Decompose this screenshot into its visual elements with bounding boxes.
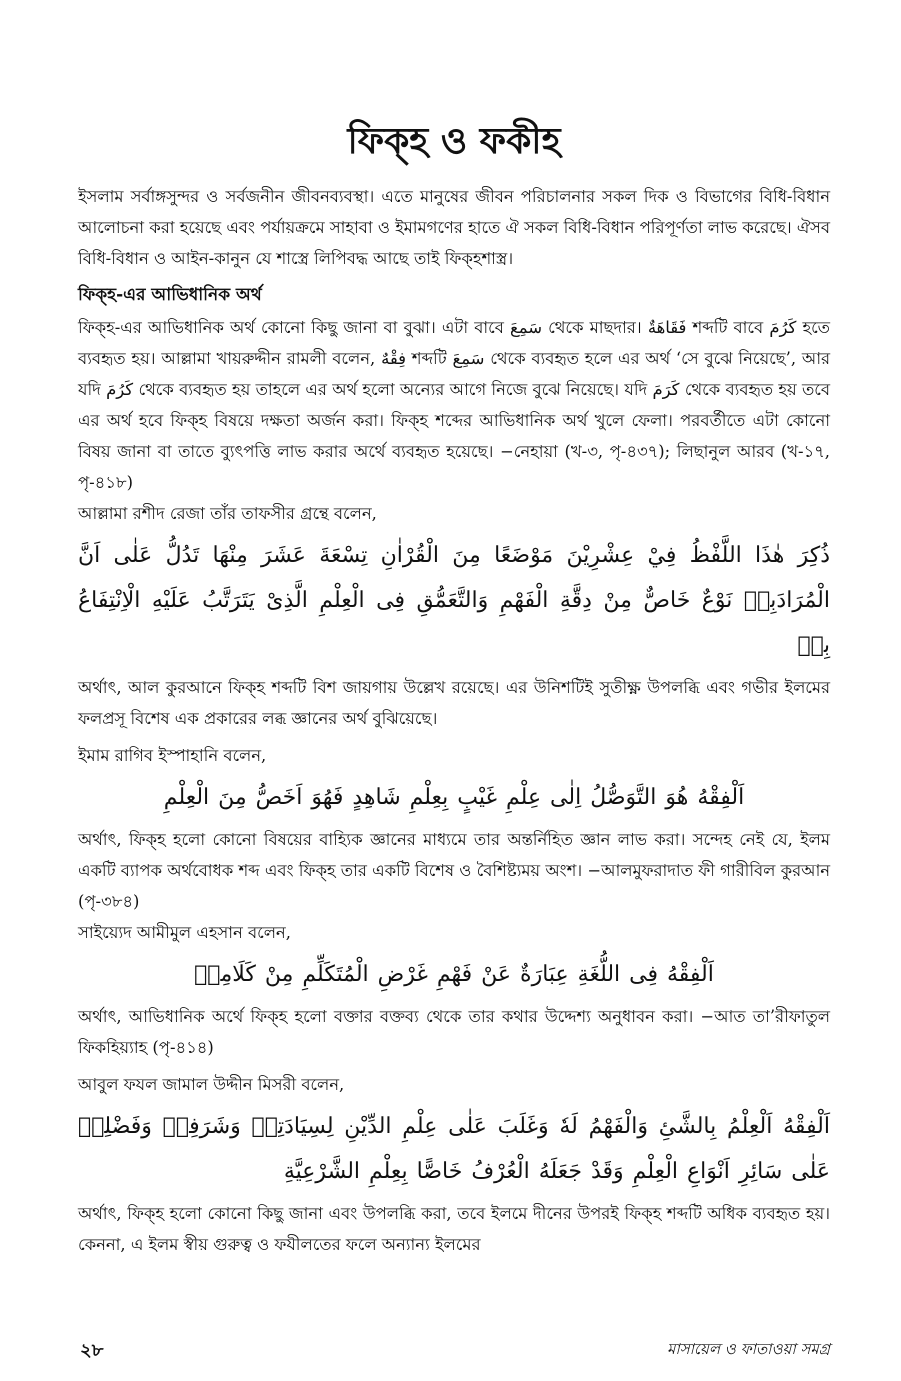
page-content	[78, 120, 830, 1260]
arabic-quote-4: اَلْفِقْهُ اَلْعِلْمُ بِالشَّئِ وَالْفَهْمُ لَهٗ وَغَلَبَ عَلٰى عِلْمِ الدِّيْنِ لِسِيَادَتِهٖ وَشَرَفِهٖ وَفَضْلِهٖ عَلٰى سَائِرِ اَنْوَاعِ الْعِلْمِ وَقَدْ جَعَلَهُ الْعُرْفُ خَاصًّا بِعِلْمِ الشَّرْعِيَّةِ	[78, 1114, 830, 1185]
arabic-quote-3: اَلْفِقْهُ فِى اللُّغَةِ عِبَارَةٌ عَنْ فَهْمِ غَرْضِ الْمُتَكَلِّمِ مِنْ كَلَامِهٖ	[194, 962, 714, 988]
quote-intro-ragib: ইমাম রাগিব ইস্পাহানি বলেন,	[78, 746, 267, 766]
translation-1: অর্থাৎ, আল কুরআনে ফিক্‌হ শব্দটি বিশ জায়গায় উল্লেখ রয়েছে। এর উনিশটিই সুতীক্ষ্ণ উপলব্ধি এবং গভীর ইলমের ফলপ্রসূ বিশেষ এক প্রকারের লব্ধ জ্ঞানের অর্থ বুঝিয়েছে।	[78, 678, 830, 729]
book-title: মাসায়েল ও ফাতাওয়া সমগ্র	[667, 1340, 830, 1358]
page-title: ফিক্‌হ ও ফকীহ	[347, 120, 561, 162]
intro-paragraph: ইসলাম সর্বাঙ্গসুন্দর ও সর্বজনীন জীবনব্যবস্থা। এতে মানুষের জীবন পরিচালনার সকল দিক ও বিভাগের বিধি-বিধান আলোচনা করা হয়েছে এবং পর্যায়ক্রমে সাহাবা ও ইমামগণের হাতে ঐ সকল বিধি-বিধান পরিপূর্ণতা লাভ করেছে। ঐসব বিধি-বিধান ও আইন-কানুন যে শাস্ত্রে লিপিবদ্ধ আছে তাই ফিক্‌হশাস্ত্র।	[78, 187, 830, 269]
page-number: ২৮	[80, 1340, 104, 1361]
quote-intro-amimul-ehsan: সাইয়্যেদ আমীমুল এহসান বলেন,	[78, 923, 291, 943]
page-footer	[78, 1336, 830, 1362]
lexical-meaning-paragraph: ফিক্‌হ-এর আভিধানিক অর্থ কোনো কিছু জানা বা বুঝা। এটা বাবে سَمِعَ থেকে মাছদার। فَقَاهَةٌ শব্দটি বাবে كَرُمَ হতে ব্যবহৃত হয়। আল্লামা খায়রুদ্দীন রামলী বলেন, فِقْهٌ শব্দটি سَمِعَ থেকে ব্যবহৃত হলে এর অর্থ ‘সে বুঝে নিয়েছে’, আর যদি كَرُمَ থেকে ব্যবহৃত হয় তাহলে এর অর্থ হলো অন্যের আগে নিজে বুঝে নিয়েছে। যদি كَرَمَ থেকে ব্যবহৃত হয় তবে এর অর্থ হবে ফিক্‌হ বিষয়ে দক্ষতা অর্জন করা। ফিক্‌হ শব্দের আভিধানিক অর্থ খুলে ফেলা। পরবর্তীতে এটা কোনো বিষয় জানা বা তাতে ব্যুৎপত্তি লাভ করার অর্থে ব্যবহৃত হয়েছে। −নেহায়া (খ-৩, পৃ-৪৩৭); লিছানুল আরব (খ-১৭, পৃ-৪১৮)	[78, 318, 831, 493]
quote-intro-abul-fazl: আবুল ফযল জামাল উদ্দীন মিসরী বলেন,	[78, 1075, 345, 1095]
translation-2: অর্থাৎ, ফিক্‌হ হলো কোনো বিষয়ের বাহ্যিক জ্ঞানের মাধ্যমে তার অন্তর্নিহিত জ্ঞান লাভ করা। সন্দেহ নেই যে, ইলম একটি ব্যাপক অর্থবোধক শব্দ এবং ফিক্‌হ তার একটি বিশেষ ও বৈশিষ্ট্যময় অংশ। −আলমুফরাদাত ফী গারীবিল কুরআন (পৃ-৩৮৪)	[78, 830, 830, 912]
arabic-quote-1: ذُكِرَ هٰذَا اللَّفْظُ فِيْ عِشْرِيْنَ مَوْضَعًا مِنَ الْقُرْاٰنِ تِسْعَةَ عَشَرَ مِنْهَا تَدُلُّ عَلٰى اَنَّ الْمُرَادَبِهٖ نَوْعٌ خَاصٌّ مِنْ دِقَّةِ الْفَهْمِ وَالتَّعَمُّقِ فِى الْعِلْمِ الَّذِىْ يَتَرَتَّبُ عَلَيْهِ الْاِنْتِفَاعُ بِهٖ	[78, 543, 830, 659]
translation-3: অর্থাৎ, আভিধানিক অর্থে ফিক্‌হ হলো বক্তার বক্তব্য থেকে তার কথার উদ্দেশ্য অনুধাবন করা। −আত তা’রীফাতুল ফিকহিয়্যাহ (পৃ-৪১৪)	[78, 1007, 830, 1058]
section-heading: ফিক্‌হ-এর আভিধানিক অর্থ	[78, 285, 262, 306]
translation-4: অর্থাৎ, ফিক্‌হ হলো কোনো কিছু জানা এবং উপলব্ধি করা, তবে ইলমে দীনের উপরই ফিক্‌হ শব্দটি অধিক ব্যবহৃত হয়। কেননা, এ ইলম স্বীয় গুরুত্ব ও ফযীলতের ফলে অন্যান্য ইলমের	[78, 1204, 830, 1255]
arabic-quote-2: اَلْفِقْهُ هُوَ التَّوَصُّلُ اِلٰى عِلْمِ غَيْبٍ بِعِلْمِ شَاهِدٍ فَهُوَ اَخَصُّ مِنَ الْعِلْمِ	[163, 785, 745, 811]
quote-intro-rashid-reza: আল্লামা রশীদ রেজা তাঁর তাফসীর গ্রন্থে বলেন,	[78, 504, 377, 524]
